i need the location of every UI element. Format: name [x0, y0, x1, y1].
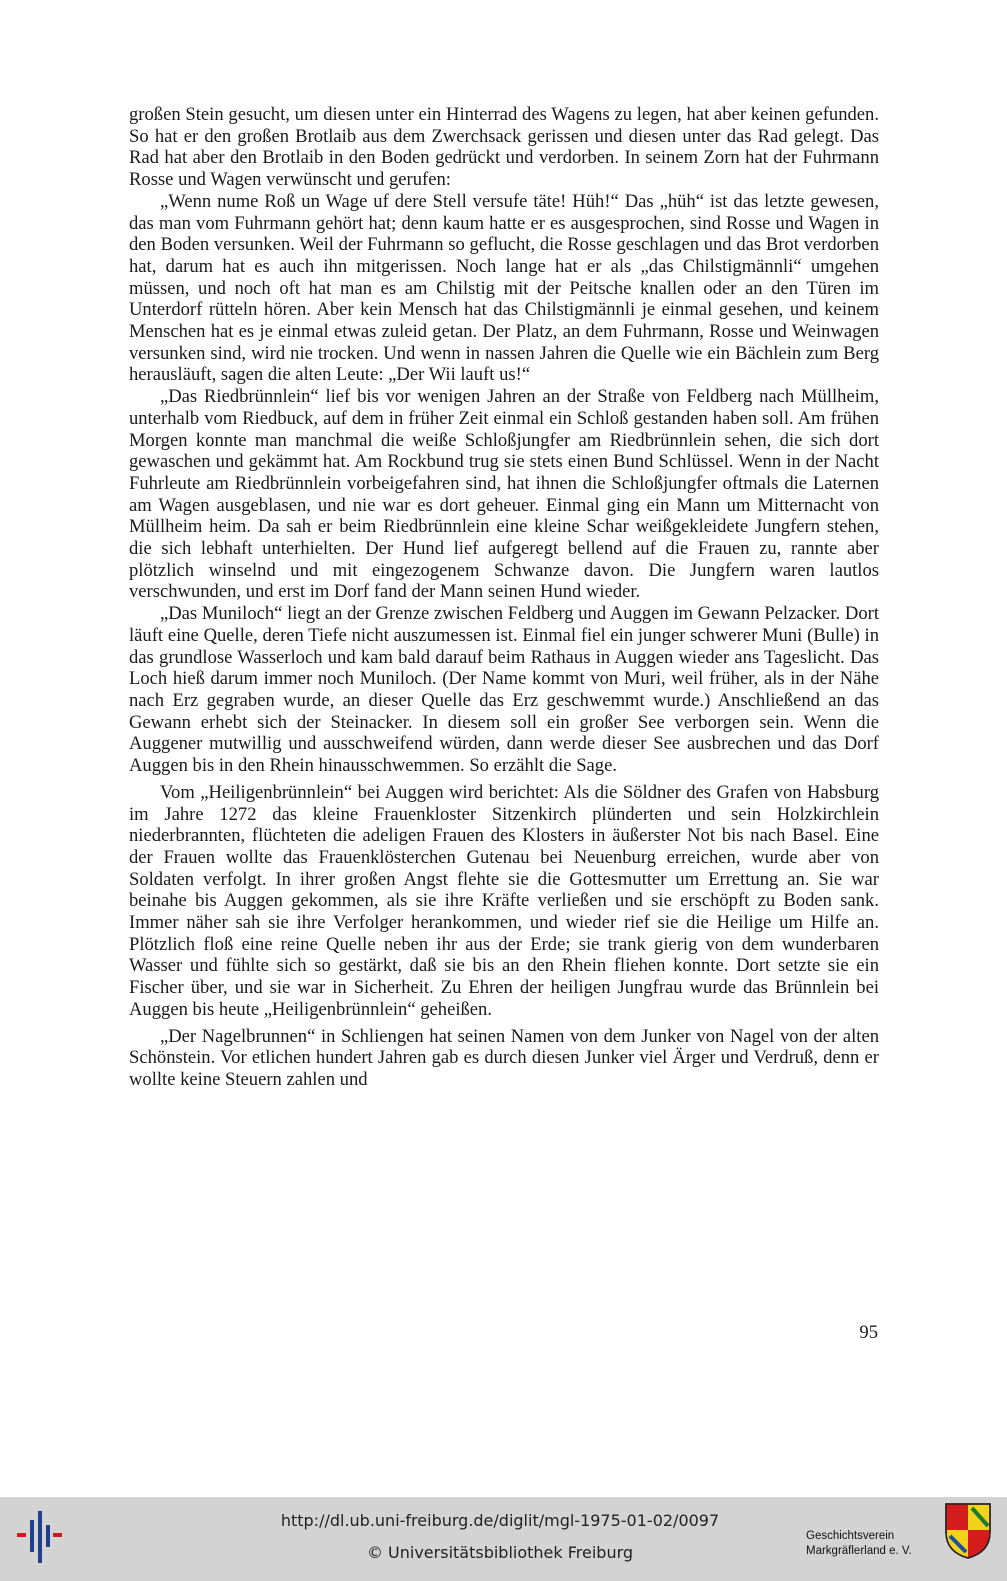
paragraph: großen Stein gesucht, um diesen unter ein Hinterrad des Wagens zu legen, hat aber keinen gefunden. So hat er den großen Brotlaib aus dem Zwerchsack gerissen und diesen unter das Rad gelegt. Das Rad hat aber den Brotlaib in den Boden gedrückt und verdorben. In seinem Zorn hat der Fuhrmann Rosse und Wagen verwünscht und gerufen:	[129, 104, 879, 191]
footer-url-link[interactable]: http://dl.ub.uni-freiburg.de/diglit/mgl-1975-01-02/0097	[280, 1511, 720, 1530]
coat-of-arms-icon	[944, 1502, 992, 1560]
society-line-1: Geschichtsverein	[806, 1530, 895, 1542]
paragraph: „Das Riedbrünnlein“ lief bis vor wenigen Jahren an der Straße von Feldberg nach Müllheim, unterhalb vom Riedbuck, auf dem in früher Zeit einmal ein Schloß gestanden haben soll. Am frühen Morgen konnte man manchmal die weiße Schloßjungfer am Riedbrünnlein sehen, die sich dort gewaschen und gekämmt hat. Am Rockbund trug sie stets einen Bund Schlüssel. Wenn in der Nacht Fuhrleute am Riedbrünnlein vorbeigefahren sind, hat ihnen die Schloßjungfer oftmals die Laternen am Wagen ausgeblasen, und nie war es dort geheuer. Einmal ging ein Mann um Mitternacht von Müllheim heim. Da sah er beim Riedbrünnlein eine kleine Schar weißgekleidete Jungfern stehen, die sich lebhaft unterhielten. Der Hund lief aufgeregt bellend auf die Frauen zu, rannte aber plötzlich winselnd und mit eingezogenem Schwanze davon. Die Jungfern waren lautlos verschwunden, und erst im Dorf fand der Mann seinen Hund wieder.	[129, 386, 879, 603]
footer-bar	[0, 1497, 1007, 1581]
paragraph: „Der Nagelbrunnen“ in Schliengen hat seinen Namen von dem Junker von Nagel von der alten Schönstein. Vor etlichen hundert Jahren gab es durch diesen Junker viel Ärger und Verdruß, denn er wollte keine Steuern zahlen und	[129, 1025, 879, 1090]
page-body	[129, 104, 879, 1091]
paragraph: „Wenn nume Roß un Wage uf dere Stell versufe täte! Hüh!“ Das „hüh“ ist das letzte gewesen, das man vom Fuhrmann gehört hat; denn kaum hatte er es ausgesprochen, sind Rosse und Wagen in den Boden versunken. Weil der Fuhrmann so geflucht, die Rosse geschlagen und das Brot verdorben hat, darum hat es auch ihn mitgerissen. Noch lange hat er als „das Chilstigmännli“ umgehen müssen, und noch oft hat man es am Chilstig mit der Peitsche knallen oder an den Türen im Unterdorf rütteln hören. Aber kein Mensch hat das Chilstigmännli je einmal gesehen, und keinem Menschen hat es je einmal etwas zuleid getan. Der Platz, an dem Fuhrmann, Rosse und Weinwagen versunken sind, wird nie trocken. Und wenn in nassen Jahren die Quelle wie ein Bächlein zum Berg herausläuft, sagen die alten Leute: „Der Wii lauft us!“	[129, 190, 879, 386]
ub-freiburg-logo-icon[interactable]	[14, 1503, 64, 1573]
page-number: 95	[859, 1322, 878, 1343]
paragraph: Vom „Heiligenbrünnlein“ bei Auggen wird berichtet: Als die Söldner des Grafen von Habsburg im Jahre 1272 das kleine Frauenkloster Sitzenkirch plünderten und sein Holzkirchlein niederbrannten, flüchteten die adeligen Frauen des Klosters in äußerster Not bis nach Basel. Eine der Frauen wollte das Frauenklösterchen Gutenau bei Neuenburg erreichen, wurde aber von Soldaten verfolgt. In ihrer großen Angst flehte sie die Gottesmutter um Errettung an. Sie war beinahe bis Auggen gekommen, als sie ihre Kräfte verließen und sie erschöpft zu Boden sank. Immer näher sah sie ihre Verfolger herankommen, und wieder rief sie die Heilige um Hilfe an. Plötzlich floß eine reine Quelle neben ihr aus der Erde; sie trank gierig von dem wunderbaren Wasser und fühlte sich so gestärkt, daß sie bis an den Rhein fliehen konnte. Dort setzte sie ein Fischer über, und sie war in Sicherheit. Zu Ehren der heiligen Jungfrau wurde das Brünnlein bei Auggen bis heute „Heiligenbrünnlein“ geheißen.	[129, 781, 879, 1020]
footer-copyright: © Universitätsbibliothek Freiburg	[366, 1543, 634, 1562]
society-line-2: Markgräflerland e. V.	[806, 1545, 912, 1557]
society-name	[806, 1529, 946, 1559]
paragraph: „Das Muniloch“ liegt an der Grenze zwischen Feldberg und Auggen im Gewann Pelzacker. Dort läuft eine Quelle, deren Tiefe nicht auszumessen ist. Einmal fiel ein junger schwerer Muni (Bulle) in das grundlose Wasserloch und kam bald darauf beim Rathaus in Auggen wieder ans Tageslicht. Das Loch hieß darum immer noch Muniloch. (Der Name kommt von Muri, weil früher, als in der Nähe nach Erz gegraben wurde, an dieser Quelle das Erz geschwemmt wurde.) Anschließend an das Gewann erhebt sich der Steinacker. In diesem soll ein großer See verborgen sein. Wenn die Auggener mutwillig und ausschweifend würden, dann werde dieser See ausbrechen und das Dorf Auggen bis in den Rhein hinausschwemmen. So erzählt die Sage.	[129, 603, 879, 777]
